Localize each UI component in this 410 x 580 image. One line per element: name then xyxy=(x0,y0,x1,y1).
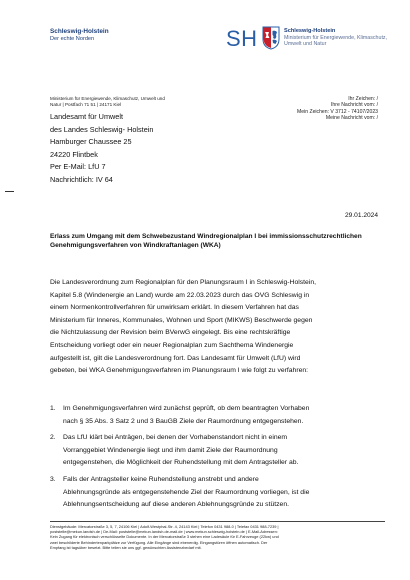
list-item-number: 3. xyxy=(50,475,56,483)
list-item-line: Im Genehmigungsverfahren wird zunächst geprüft, ob dem beantragten Vorhaben xyxy=(63,405,310,412)
list-item-line: Vorranggebiet Windenergie liegt und ihm damit Ziele der Raumordnung xyxy=(63,446,278,454)
list-item xyxy=(50,403,380,428)
state-logo xyxy=(50,28,109,43)
letter-date: 29.01.2024 xyxy=(344,212,378,219)
body-line: einem Normenkontrollverfahren für unwirksam erklärt. In diesem Verfahren hat das xyxy=(50,304,299,312)
procedure-list xyxy=(50,403,380,516)
recipient-line: Per E-Mail: LfU 7 xyxy=(50,162,106,172)
body-line: Die Landesverordnung zum Regionalplan für den Planungsraum I in Schleswig-Holstein, xyxy=(50,279,316,286)
sh-logo-mark: SH xyxy=(226,26,258,51)
list-item-line: Falls der Antragsteller keine Ruhendstellung anstrebt und andere xyxy=(63,475,259,483)
ministry-logo-name: Ministerium für Energiewende, Klimaschutz, Umwelt und Natur xyxy=(284,35,388,48)
footer-line: Kein Zugang für elektronisch verschlüsselte Dokumente. In der Mercatorstraße 3 stehen eine Ladesäule für E-Fahrzeuge (22kw) und xyxy=(50,534,279,540)
recipient-line: Landesamt für Umwelt xyxy=(50,112,123,121)
recipient-line: Hamburger Chaussee 25 xyxy=(50,137,132,147)
recipient-line: 24220 Flintbek xyxy=(50,149,98,159)
footer-line: zwei beschilderte Behindertenparkplätze zur Verfügung. Alle Eingänge sind ebenerdig. Eingangstüren öffnen automatisch. Der xyxy=(50,539,268,545)
reference-line: Meine Nachricht vom: / xyxy=(325,115,378,122)
letter-footer xyxy=(50,521,385,550)
coat-of-arms-icon xyxy=(262,26,280,50)
footer-line: poststelle@mekun.landsh.de | De-Mail: poststelle@mekun.landsh.de-mail.de | www.mekun.schleswig-holstein.de | E-Mail-Adressen: xyxy=(50,529,278,535)
list-item xyxy=(50,432,380,470)
sender-line-1: Ministerium für Energiewende, Klimaschutz, Umwelt und xyxy=(50,96,165,101)
sender-line xyxy=(50,96,200,108)
body-line: gebeten, bei WKA Genehmigungsverfahren im Planungsraum I wie folgt zu verfahren: xyxy=(50,367,309,375)
reference-line: Ihre Nachricht vom: / xyxy=(331,102,378,109)
list-item-line: entgegenstehen, die Möglichkeit der Ruhendstellung mit dem Antragsteller ab. xyxy=(63,459,299,467)
list-item-number: 1. xyxy=(50,405,56,412)
footer-line: Empfang ist tagsüber besetzt. Bitte teilen sie uns ggf. gewünschten Assistenzbedarf mit. xyxy=(50,544,202,550)
list-item-line: Ablehnungsgründe als entgegenstehende Ziel der Raumordnung vorliegen, ist die xyxy=(63,488,310,496)
body-line: Kapitel 5.8 (Windenergie an Land) wurde am 22.03.2023 durch das OVG Schleswig in xyxy=(50,291,310,299)
body-line: die Nichtzulassung der Revision beim BVerwG eingelegt. Bis eine rechtskräftige xyxy=(50,329,291,337)
letter-subject: Erlass zum Umgang mit dem Schwebezustand Windregionalplan I bei immissionsschutzrechtlichen Genehmigungsverfahren von Windkraftanlagen (WKA) xyxy=(50,233,362,250)
body-line: aufgestellt ist, gilt die Landesverordnung fort. Das Landesamt für Umwelt (LfU) wird xyxy=(50,354,301,362)
letter-body xyxy=(50,277,380,378)
list-item-line: Das LfU klärt bei Anträgen, bei denen der Vorhabenstandort nicht in einem xyxy=(63,434,288,442)
reference-line: Mein Zeichen: V 3712 - 74107/2023 xyxy=(297,108,378,115)
recipient-address xyxy=(50,111,153,187)
list-item-line: nach § 35 Abs. 3 Satz 2 und 3 BauGB Ziele der Raumordnung entgegenstehen. xyxy=(63,417,304,425)
body-line: Entscheidung vorliegt oder ein neuer Regionalplan zum Sachthema Windenergie xyxy=(50,341,294,349)
list-item-line: Ablehnungsentscheidung auf diese anderen Ablehnungsgründe zu stützen. xyxy=(63,501,289,509)
recipient-line: des Landes Schleswig- Holstein xyxy=(50,124,154,134)
sender-line-2: Natur | Postfach 71 51 | 24171 Kiel xyxy=(50,102,122,107)
ministry-logo-state: Schleswig-Holstein xyxy=(284,28,336,34)
list-item xyxy=(50,474,380,512)
ministry-logo xyxy=(226,25,396,53)
list-item-number: 2. xyxy=(50,434,56,442)
recipient-line: Nachrichtlich: IV 64 xyxy=(50,174,113,184)
footer-line: Dienstgebäude: Mercatorstraße 3, 5, 7, 24106 Kiel | Adolf-Westphal-Str. 4, 24143 Kiel | Telefon 0431 988-0 | Telefax 0431 988-7239 | xyxy=(50,524,279,529)
reference-block xyxy=(297,96,378,122)
body-line: Ministerium für Inneres, Kommunales, Wohnen und Sport (MIKWS) Beschwerde gegen xyxy=(50,316,313,324)
state-logo-slogan: Der echte Norden xyxy=(50,36,95,42)
fold-mark xyxy=(5,191,14,192)
state-logo-title: Schleswig-Holstein xyxy=(50,28,109,35)
reference-line: Ihr Zeichen: / xyxy=(348,96,378,102)
